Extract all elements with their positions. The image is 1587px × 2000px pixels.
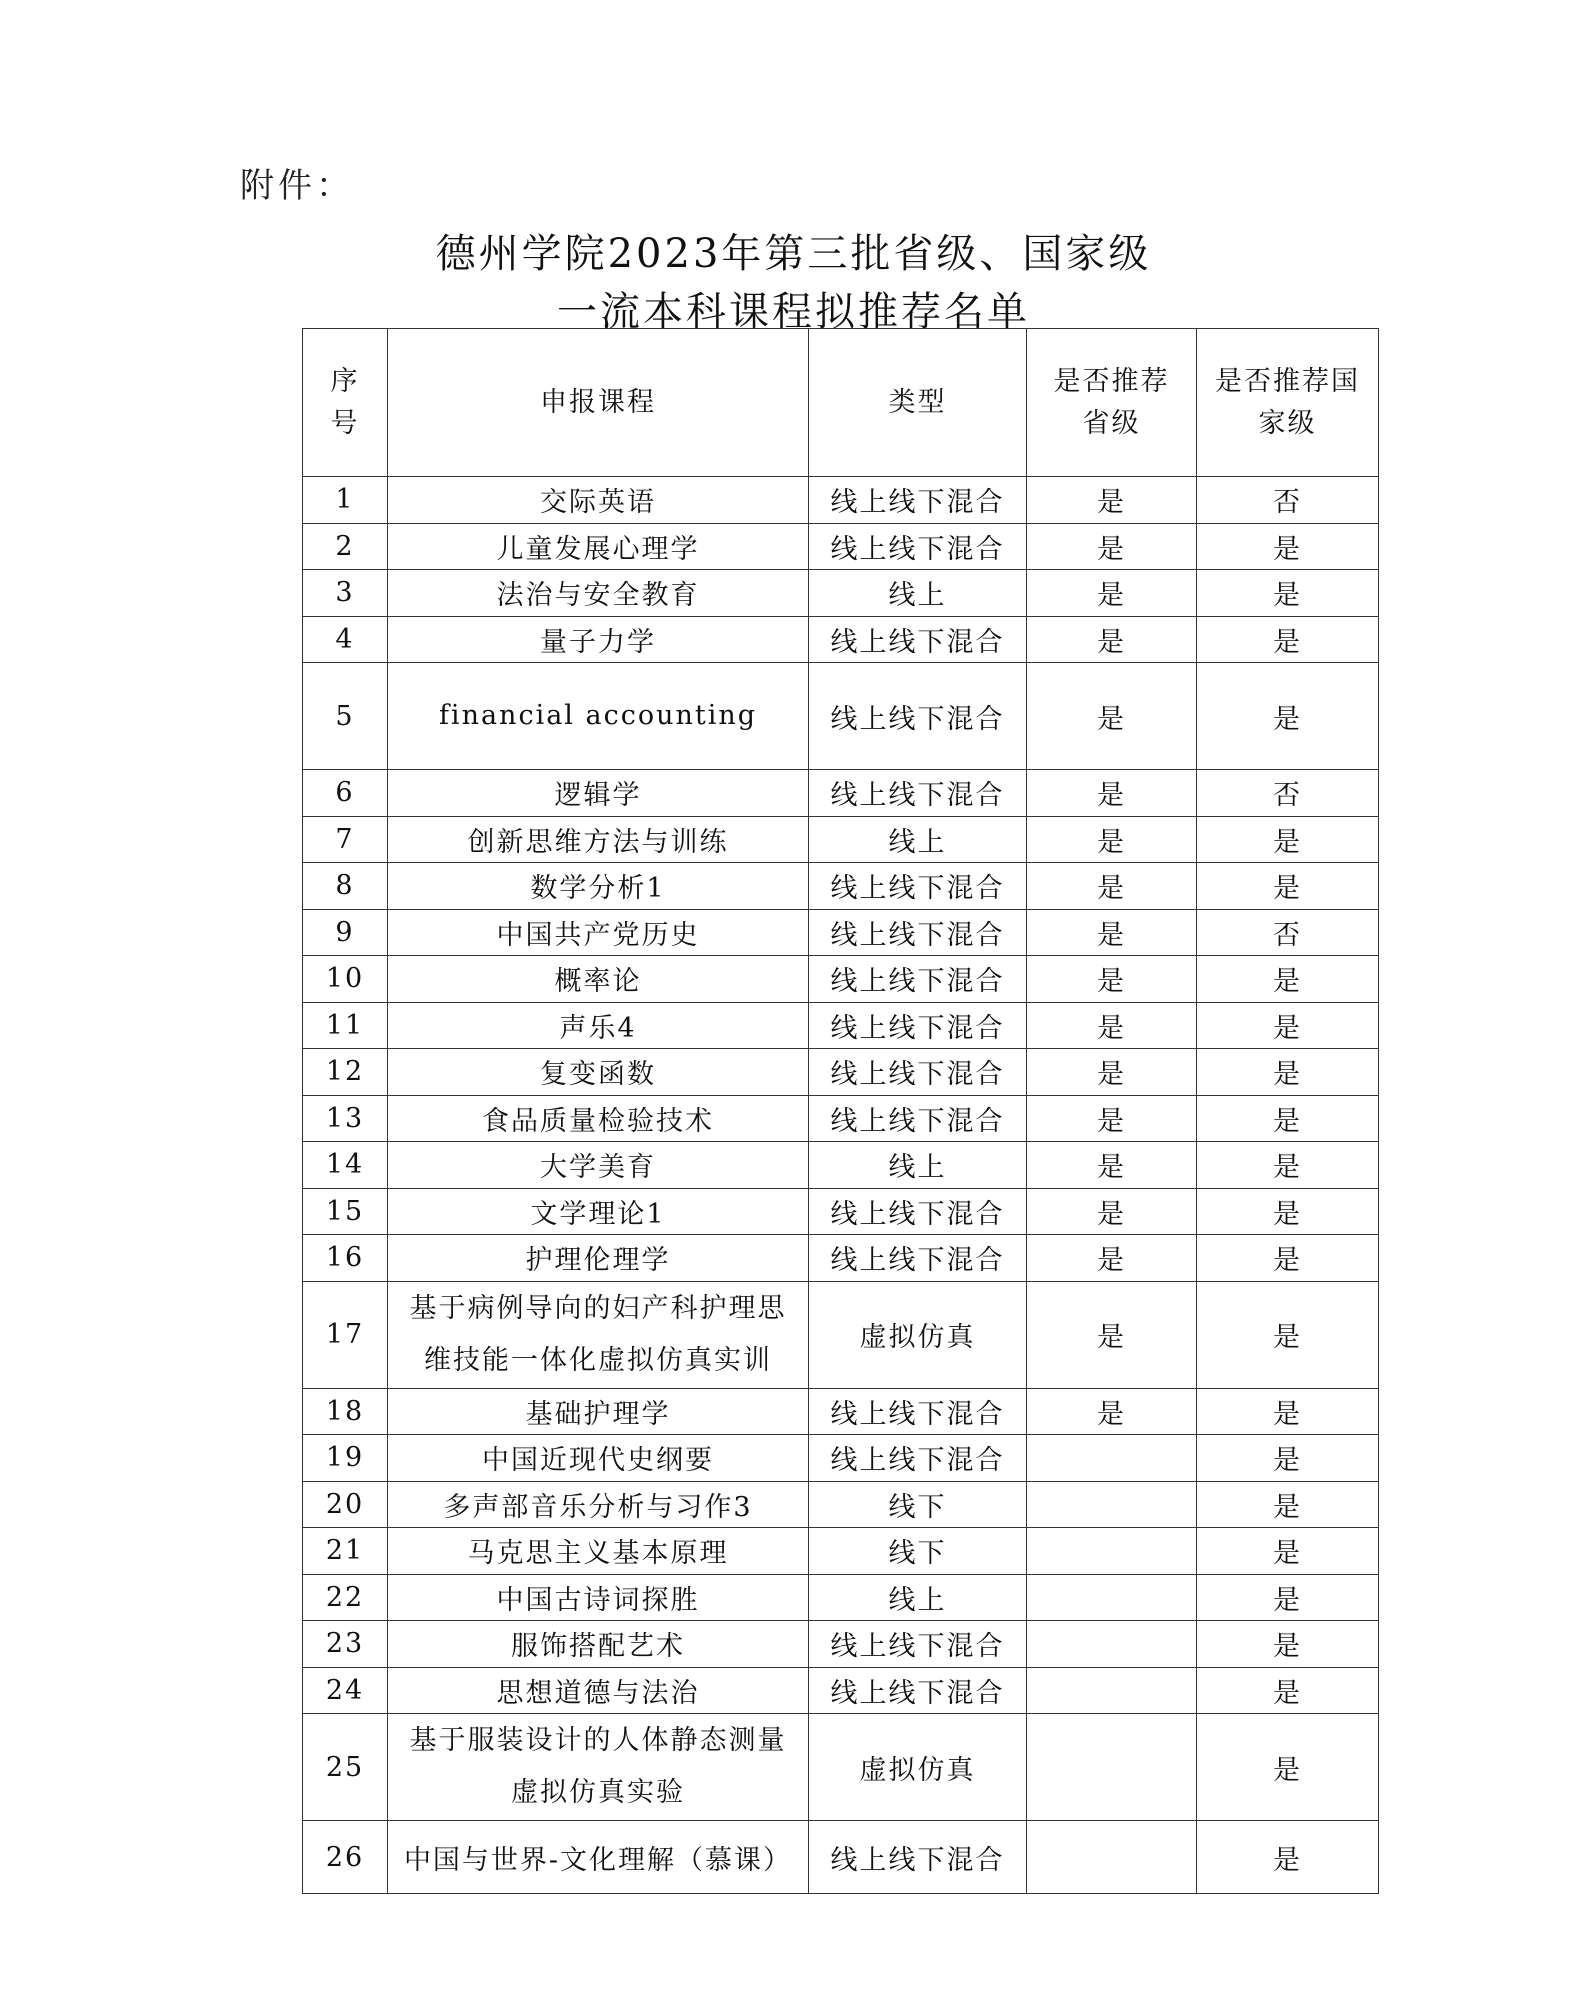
cell-index: 22 <box>303 1574 388 1621</box>
table-row <box>303 816 1379 863</box>
cell-provincial: 是 <box>1027 1281 1197 1388</box>
cell-provincial: 是 <box>1027 770 1197 817</box>
cell-national: 是 <box>1197 1235 1379 1282</box>
cell-type: 线上线下混合 <box>809 1235 1027 1282</box>
cell-index: 13 <box>303 1095 388 1142</box>
cell-national: 是 <box>1197 1281 1379 1388</box>
table-body <box>303 477 1379 1894</box>
cell-course: 复变函数 <box>388 1049 809 1096</box>
cell-index: 12 <box>303 1049 388 1096</box>
table-row <box>303 1235 1379 1282</box>
cell-provincial <box>1027 1821 1197 1894</box>
cell-course: 创新思维方法与训练 <box>388 816 809 863</box>
cell-index: 15 <box>303 1188 388 1235</box>
table-row <box>303 616 1379 663</box>
table-row <box>303 770 1379 817</box>
cell-national: 是 <box>1197 1142 1379 1189</box>
cell-national: 是 <box>1197 663 1379 770</box>
table-row <box>303 1435 1379 1482</box>
cell-course: 食品质量检验技术 <box>388 1095 809 1142</box>
cell-type: 线下 <box>809 1528 1027 1575</box>
table-row <box>303 1621 1379 1668</box>
table-row <box>303 1528 1379 1575</box>
cell-type: 线上 <box>809 1574 1027 1621</box>
table-row <box>303 1574 1379 1621</box>
cell-national: 是 <box>1197 1435 1379 1482</box>
cell-course: 逻辑学 <box>388 770 809 817</box>
cell-type: 线上线下混合 <box>809 1002 1027 1049</box>
header-index: 序号 <box>303 329 388 477</box>
header-national: 是否推荐国家级 <box>1197 329 1379 477</box>
table-row <box>303 1281 1379 1388</box>
cell-type: 线上 <box>809 816 1027 863</box>
cell-provincial: 是 <box>1027 570 1197 617</box>
cell-national: 否 <box>1197 909 1379 956</box>
cell-index: 14 <box>303 1142 388 1189</box>
cell-index: 20 <box>303 1481 388 1528</box>
cell-course: 基于病例导向的妇产科护理思维技能一体化虚拟仿真实训 <box>388 1281 809 1388</box>
cell-provincial: 是 <box>1027 1002 1197 1049</box>
document-title-line-2: 一流本科课程拟推荐名单 <box>557 289 1030 335</box>
cell-provincial: 是 <box>1027 1095 1197 1142</box>
cell-provincial: 是 <box>1027 816 1197 863</box>
cell-course: 大学美育 <box>388 1142 809 1189</box>
table-row <box>303 523 1379 570</box>
cell-provincial: 是 <box>1027 523 1197 570</box>
cell-type: 线上 <box>809 1142 1027 1189</box>
cell-provincial: 是 <box>1027 1142 1197 1189</box>
cell-type: 线上线下混合 <box>809 523 1027 570</box>
cell-national: 是 <box>1197 570 1379 617</box>
cell-type: 线上线下混合 <box>809 1095 1027 1142</box>
cell-index: 21 <box>303 1528 388 1575</box>
cell-course: 声乐4 <box>388 1002 809 1049</box>
cell-course: 量子力学 <box>388 616 809 663</box>
cell-provincial <box>1027 1528 1197 1575</box>
header-provincial: 是否推荐省级 <box>1027 329 1197 477</box>
cell-index: 4 <box>303 616 388 663</box>
cell-national: 是 <box>1197 1714 1379 1821</box>
cell-course: 多声部音乐分析与习作3 <box>388 1481 809 1528</box>
header-type: 类型 <box>809 329 1027 477</box>
cell-provincial <box>1027 1714 1197 1821</box>
cell-national: 是 <box>1197 1095 1379 1142</box>
table-row <box>303 1142 1379 1189</box>
table-row <box>303 863 1379 910</box>
cell-provincial: 是 <box>1027 616 1197 663</box>
cell-provincial <box>1027 1621 1197 1668</box>
cell-type: 线上线下混合 <box>809 616 1027 663</box>
cell-index: 26 <box>303 1821 388 1894</box>
cell-course: 护理伦理学 <box>388 1235 809 1282</box>
table-row <box>303 477 1379 524</box>
cell-type: 线上线下混合 <box>809 863 1027 910</box>
cell-provincial: 是 <box>1027 477 1197 524</box>
cell-index: 23 <box>303 1621 388 1668</box>
cell-index: 19 <box>303 1435 388 1482</box>
attachment-label: 附件： <box>240 166 354 206</box>
cell-type: 虚拟仿真 <box>809 1281 1027 1388</box>
cell-provincial: 是 <box>1027 1388 1197 1435</box>
cell-type: 线上线下混合 <box>809 477 1027 524</box>
cell-type: 线上线下混合 <box>809 956 1027 1003</box>
document-title-line-1: 德州学院2023年第三批省级、国家级 <box>435 231 1152 277</box>
cell-index: 10 <box>303 956 388 1003</box>
cell-index: 2 <box>303 523 388 570</box>
cell-index: 17 <box>303 1281 388 1388</box>
cell-provincial: 是 <box>1027 863 1197 910</box>
cell-index: 11 <box>303 1002 388 1049</box>
cell-type: 线上线下混合 <box>809 770 1027 817</box>
cell-type: 线上线下混合 <box>809 1049 1027 1096</box>
cell-course: 基于服装设计的人体静态测量虚拟仿真实验 <box>388 1714 809 1821</box>
table-row <box>303 1481 1379 1528</box>
header-course: 申报课程 <box>388 329 809 477</box>
table-header-row <box>303 329 1379 477</box>
cell-course: 概率论 <box>388 956 809 1003</box>
cell-type: 线上线下混合 <box>809 1188 1027 1235</box>
cell-type: 线上 <box>809 570 1027 617</box>
table-row <box>303 1714 1379 1821</box>
cell-type: 线上线下混合 <box>809 1667 1027 1714</box>
cell-national: 是 <box>1197 1049 1379 1096</box>
course-recommendation-table <box>302 328 1379 1894</box>
cell-national: 是 <box>1197 1388 1379 1435</box>
cell-national: 否 <box>1197 477 1379 524</box>
cell-national: 否 <box>1197 770 1379 817</box>
cell-type: 线上线下混合 <box>809 1388 1027 1435</box>
cell-index: 24 <box>303 1667 388 1714</box>
cell-national: 是 <box>1197 1528 1379 1575</box>
cell-national: 是 <box>1197 1621 1379 1668</box>
cell-provincial: 是 <box>1027 1049 1197 1096</box>
table-row <box>303 956 1379 1003</box>
cell-national: 是 <box>1197 1821 1379 1894</box>
cell-course: 中国与世界-文化理解（慕课） <box>388 1821 809 1894</box>
cell-national: 是 <box>1197 1188 1379 1235</box>
cell-national: 是 <box>1197 816 1379 863</box>
cell-provincial <box>1027 1435 1197 1482</box>
cell-course: 法治与安全教育 <box>388 570 809 617</box>
cell-type: 线上线下混合 <box>809 1621 1027 1668</box>
cell-national: 是 <box>1197 956 1379 1003</box>
cell-course: 中国古诗词探胜 <box>388 1574 809 1621</box>
cell-course: 文学理论1 <box>388 1188 809 1235</box>
cell-national: 是 <box>1197 616 1379 663</box>
table-row <box>303 1821 1379 1894</box>
cell-index: 25 <box>303 1714 388 1821</box>
cell-national: 是 <box>1197 1002 1379 1049</box>
cell-index: 16 <box>303 1235 388 1282</box>
cell-index: 3 <box>303 570 388 617</box>
cell-index: 18 <box>303 1388 388 1435</box>
cell-index: 9 <box>303 909 388 956</box>
cell-index: 8 <box>303 863 388 910</box>
cell-course: 中国近现代史纲要 <box>388 1435 809 1482</box>
cell-course: 思想道德与法治 <box>388 1667 809 1714</box>
cell-type: 虚拟仿真 <box>809 1714 1027 1821</box>
cell-provincial <box>1027 1481 1197 1528</box>
table-row <box>303 570 1379 617</box>
cell-course: financial accounting <box>388 663 809 770</box>
cell-type: 线下 <box>809 1481 1027 1528</box>
cell-index: 1 <box>303 477 388 524</box>
cell-provincial: 是 <box>1027 909 1197 956</box>
cell-type: 线上线下混合 <box>809 909 1027 956</box>
cell-type: 线上线下混合 <box>809 663 1027 770</box>
table-row <box>303 1002 1379 1049</box>
table-row <box>303 1667 1379 1714</box>
cell-course: 交际英语 <box>388 477 809 524</box>
cell-provincial: 是 <box>1027 663 1197 770</box>
table-row <box>303 909 1379 956</box>
cell-type: 线上线下混合 <box>809 1435 1027 1482</box>
cell-national: 是 <box>1197 1574 1379 1621</box>
table-row <box>303 1095 1379 1142</box>
table-row <box>303 1188 1379 1235</box>
cell-national: 是 <box>1197 863 1379 910</box>
cell-course: 中国共产党历史 <box>388 909 809 956</box>
table-row <box>303 663 1379 770</box>
cell-provincial: 是 <box>1027 1235 1197 1282</box>
cell-course: 数学分析1 <box>388 863 809 910</box>
cell-course: 基础护理学 <box>388 1388 809 1435</box>
cell-national: 是 <box>1197 523 1379 570</box>
cell-type: 线上线下混合 <box>809 1821 1027 1894</box>
cell-national: 是 <box>1197 1481 1379 1528</box>
cell-course: 服饰搭配艺术 <box>388 1621 809 1668</box>
cell-national: 是 <box>1197 1667 1379 1714</box>
cell-provincial: 是 <box>1027 956 1197 1003</box>
cell-provincial <box>1027 1574 1197 1621</box>
cell-index: 6 <box>303 770 388 817</box>
cell-course: 儿童发展心理学 <box>388 523 809 570</box>
cell-provincial <box>1027 1667 1197 1714</box>
table-row <box>303 1388 1379 1435</box>
cell-provincial: 是 <box>1027 1188 1197 1235</box>
cell-index: 5 <box>303 663 388 770</box>
cell-index: 7 <box>303 816 388 863</box>
cell-course: 马克思主义基本原理 <box>388 1528 809 1575</box>
table-row <box>303 1049 1379 1096</box>
